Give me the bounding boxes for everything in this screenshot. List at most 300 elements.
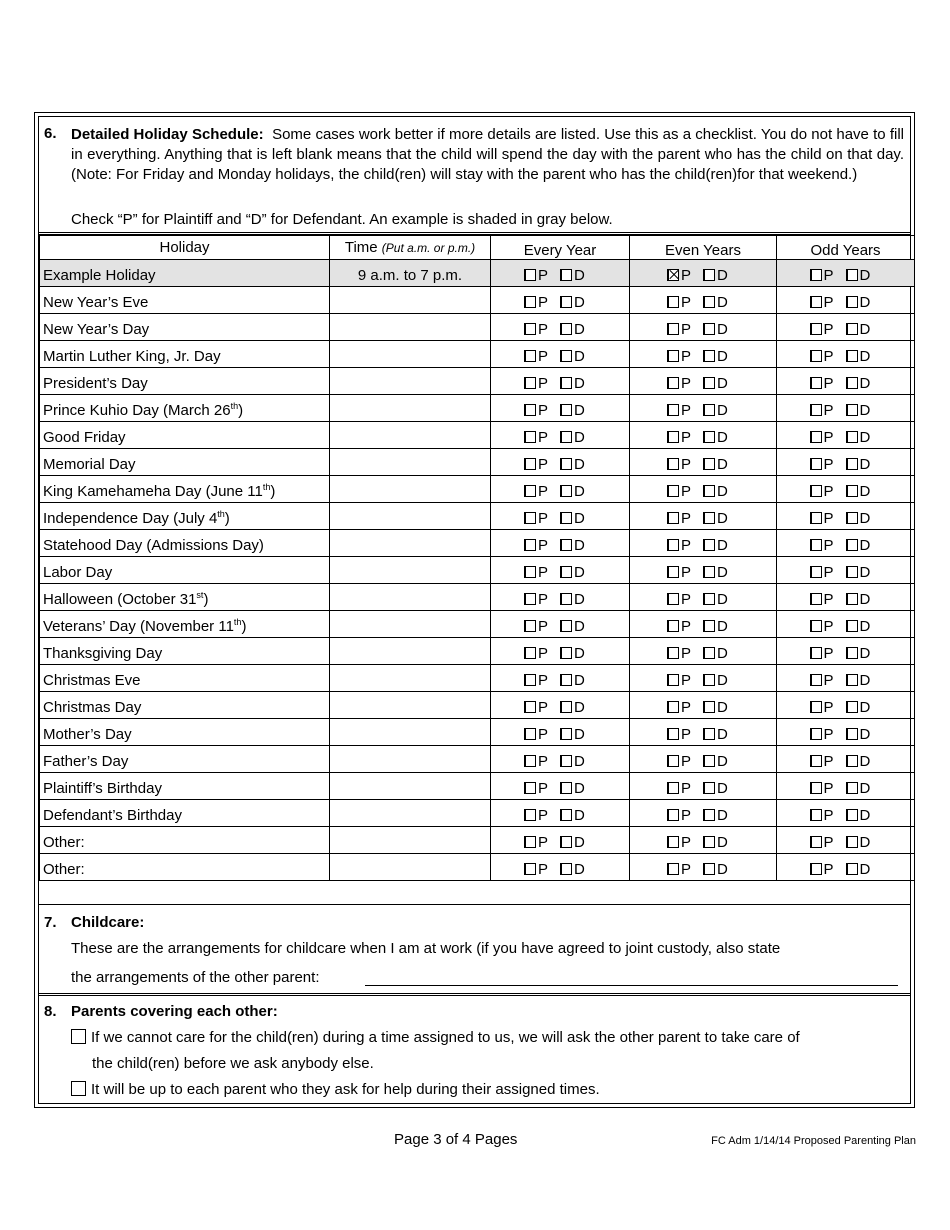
checkbox[interactable] bbox=[810, 539, 822, 551]
checkbox[interactable] bbox=[810, 296, 822, 308]
d-label: D bbox=[859, 482, 871, 500]
checkbox[interactable] bbox=[703, 539, 715, 551]
table-row bbox=[40, 665, 915, 692]
checkbox[interactable] bbox=[703, 836, 715, 848]
d-label: D bbox=[717, 482, 728, 500]
page-number: Page 3 of 4 Pages bbox=[394, 1131, 518, 1148]
checkbox[interactable] bbox=[524, 809, 536, 821]
header-every-year: Every Year bbox=[491, 236, 630, 260]
d-label: D bbox=[859, 374, 871, 392]
holiday-name-text: Labor Day bbox=[43, 564, 113, 581]
checkbox[interactable] bbox=[810, 350, 822, 362]
odd-years-cell bbox=[777, 503, 915, 530]
odd-years-cell bbox=[777, 395, 915, 422]
checkbox[interactable] bbox=[524, 539, 536, 551]
every-year-cell bbox=[491, 341, 630, 368]
holiday-time-field[interactable] bbox=[330, 827, 491, 854]
holiday-time-field[interactable] bbox=[330, 854, 491, 881]
p-label: P bbox=[538, 563, 549, 581]
odd-years-cell bbox=[777, 530, 915, 557]
checkbox[interactable] bbox=[846, 485, 858, 497]
checkbox[interactable] bbox=[846, 755, 858, 767]
d-label: D bbox=[574, 320, 585, 338]
d-label: D bbox=[574, 509, 585, 527]
holiday-name-text: Veterans’ Day (November 11 bbox=[43, 618, 234, 635]
checkbox[interactable] bbox=[846, 377, 858, 389]
checkbox[interactable] bbox=[524, 377, 536, 389]
section-6 bbox=[39, 117, 910, 235]
p-label: P bbox=[681, 860, 692, 878]
checkbox[interactable] bbox=[560, 350, 572, 362]
checkbox[interactable] bbox=[560, 674, 572, 686]
checkbox[interactable] bbox=[810, 593, 822, 605]
odd-years-cell bbox=[777, 611, 915, 638]
table-row bbox=[40, 395, 915, 422]
checkbox[interactable] bbox=[703, 485, 715, 497]
checked-checkbox[interactable] bbox=[667, 269, 679, 281]
checkbox[interactable] bbox=[667, 350, 679, 362]
checkbox[interactable] bbox=[667, 620, 679, 632]
checkbox[interactable] bbox=[560, 647, 572, 659]
checkbox[interactable] bbox=[560, 323, 572, 335]
checkbox[interactable] bbox=[560, 782, 572, 794]
holiday-name-text: Christmas Day bbox=[43, 699, 142, 716]
checkbox[interactable] bbox=[524, 593, 536, 605]
checkbox[interactable] bbox=[667, 431, 679, 443]
checkbox[interactable] bbox=[810, 323, 822, 335]
holiday-time-field[interactable] bbox=[330, 503, 491, 530]
p-label: P bbox=[823, 509, 834, 527]
holiday-name-sup: th bbox=[217, 509, 225, 519]
odd-years-cell bbox=[777, 557, 915, 584]
checkbox[interactable] bbox=[524, 296, 536, 308]
d-label: D bbox=[859, 617, 871, 635]
checkbox[interactable] bbox=[667, 836, 679, 848]
odd-years-cell bbox=[777, 476, 915, 503]
p-label: P bbox=[823, 563, 834, 581]
section-6-number: 6. bbox=[44, 125, 57, 142]
checkbox[interactable] bbox=[560, 566, 572, 578]
option-1-checkbox[interactable] bbox=[71, 1029, 86, 1044]
checkbox[interactable] bbox=[846, 593, 858, 605]
checkbox[interactable] bbox=[524, 728, 536, 740]
checkbox[interactable] bbox=[810, 701, 822, 713]
section-6-text bbox=[71, 125, 904, 185]
option-ask-other-parent bbox=[71, 1029, 800, 1046]
holiday-name-sup: th bbox=[230, 401, 239, 411]
d-label: D bbox=[717, 509, 728, 527]
p-label: P bbox=[681, 806, 692, 824]
holiday-time-field[interactable] bbox=[330, 341, 491, 368]
holiday-name-text: Other: bbox=[43, 834, 85, 851]
holiday-name bbox=[40, 800, 330, 827]
table-row bbox=[40, 422, 915, 449]
checkbox[interactable] bbox=[810, 269, 822, 281]
example-row bbox=[40, 260, 915, 287]
checkbox[interactable] bbox=[703, 620, 715, 632]
checkbox[interactable] bbox=[846, 809, 858, 821]
checkbox[interactable] bbox=[846, 539, 858, 551]
odd-years-cell bbox=[777, 854, 915, 881]
d-label: D bbox=[574, 617, 585, 635]
checkbox[interactable] bbox=[810, 755, 822, 767]
checkbox[interactable] bbox=[524, 323, 536, 335]
holiday-name bbox=[40, 341, 330, 368]
every-year-cell bbox=[491, 800, 630, 827]
checkbox[interactable] bbox=[524, 647, 536, 659]
table-row bbox=[40, 827, 915, 854]
checkbox[interactable] bbox=[524, 863, 536, 875]
example-holiday-name: Example Holiday bbox=[40, 260, 330, 287]
checkbox[interactable] bbox=[524, 485, 536, 497]
checkbox[interactable] bbox=[703, 566, 715, 578]
checkbox[interactable] bbox=[560, 404, 572, 416]
checkbox[interactable] bbox=[560, 620, 572, 632]
checkbox[interactable] bbox=[667, 323, 679, 335]
checkbox[interactable] bbox=[846, 458, 858, 470]
checkbox[interactable] bbox=[667, 512, 679, 524]
holiday-time-field[interactable] bbox=[330, 638, 491, 665]
even-years-cell bbox=[630, 287, 777, 314]
checkbox[interactable] bbox=[846, 620, 858, 632]
even-years-cell bbox=[630, 611, 777, 638]
holiday-name-text: Thanksgiving Day bbox=[43, 645, 163, 662]
checkbox[interactable] bbox=[560, 377, 572, 389]
checkbox[interactable] bbox=[703, 701, 715, 713]
checkbox[interactable] bbox=[703, 377, 715, 389]
holiday-name-text: King Kamehameha Day (June 11 bbox=[43, 483, 263, 500]
table-row bbox=[40, 503, 915, 530]
checkbox[interactable] bbox=[703, 323, 715, 335]
checkbox[interactable] bbox=[846, 512, 858, 524]
holiday-time-field[interactable] bbox=[330, 422, 491, 449]
d-label: D bbox=[717, 563, 728, 581]
p-label: P bbox=[681, 401, 692, 419]
checkbox[interactable] bbox=[667, 755, 679, 767]
checkbox[interactable] bbox=[524, 458, 536, 470]
checkbox[interactable] bbox=[667, 863, 679, 875]
holiday-time-field[interactable] bbox=[330, 719, 491, 746]
p-label: P bbox=[823, 374, 834, 392]
checkbox[interactable] bbox=[703, 431, 715, 443]
holiday-time-field[interactable] bbox=[330, 584, 491, 611]
p-label: P bbox=[538, 617, 549, 635]
d-label: D bbox=[574, 347, 585, 365]
checkbox[interactable] bbox=[524, 836, 536, 848]
holiday-time-field[interactable] bbox=[330, 746, 491, 773]
checkbox[interactable] bbox=[703, 809, 715, 821]
checkbox[interactable] bbox=[560, 269, 572, 281]
p-label: P bbox=[538, 671, 549, 689]
holiday-time-field[interactable] bbox=[330, 530, 491, 557]
checkbox[interactable] bbox=[846, 836, 858, 848]
checkbox[interactable] bbox=[810, 674, 822, 686]
option-1-text: If we cannot care for the child(ren) during a time assigned to us, we will ask the other parent to take care of bbox=[91, 1029, 800, 1046]
checkbox[interactable] bbox=[846, 566, 858, 578]
d-label: D bbox=[859, 266, 871, 284]
section-7-number: 7. bbox=[44, 914, 57, 931]
p-label: P bbox=[681, 590, 692, 608]
option-2-text: It will be up to each parent who they ask for help during their assigned times. bbox=[91, 1081, 600, 1098]
holiday-name bbox=[40, 854, 330, 881]
holiday-name-suffix: ) bbox=[241, 618, 247, 635]
checkbox[interactable] bbox=[667, 782, 679, 794]
checkbox[interactable] bbox=[524, 350, 536, 362]
holiday-name bbox=[40, 773, 330, 800]
d-label: D bbox=[574, 428, 585, 446]
checkbox[interactable] bbox=[703, 755, 715, 767]
holiday-time-field[interactable] bbox=[330, 557, 491, 584]
holiday-time-field[interactable] bbox=[330, 692, 491, 719]
holiday-time-field[interactable] bbox=[330, 800, 491, 827]
holiday-name-suffix: ) bbox=[224, 510, 230, 527]
d-label: D bbox=[859, 455, 871, 473]
holiday-name bbox=[40, 638, 330, 665]
holiday-name-text: Prince Kuhio Day (March 26 bbox=[43, 402, 231, 419]
checkbox[interactable] bbox=[810, 782, 822, 794]
checkbox[interactable] bbox=[810, 431, 822, 443]
even-years-cell bbox=[630, 854, 777, 881]
p-label: P bbox=[538, 536, 549, 554]
holiday-name bbox=[40, 746, 330, 773]
section-6-check-note: Check “P” for Plaintiff and “D” for Defendant. An example is shaded in gray below. bbox=[71, 211, 613, 228]
checkbox[interactable] bbox=[810, 620, 822, 632]
checkbox[interactable] bbox=[846, 323, 858, 335]
header-odd-years: Odd Years bbox=[777, 236, 915, 260]
checkbox[interactable] bbox=[810, 485, 822, 497]
p-label: P bbox=[823, 401, 834, 419]
d-label: D bbox=[859, 725, 871, 743]
holiday-name-text: Christmas Eve bbox=[43, 672, 141, 689]
odd-years-cell bbox=[777, 422, 915, 449]
odd-years-cell bbox=[777, 719, 915, 746]
checkbox[interactable] bbox=[667, 539, 679, 551]
checkbox[interactable] bbox=[524, 701, 536, 713]
p-label: P bbox=[538, 347, 549, 365]
header-time-note: (Put a.m. or p.m.) bbox=[381, 241, 476, 255]
holiday-time-field[interactable] bbox=[330, 395, 491, 422]
p-label: P bbox=[538, 860, 549, 878]
checkbox[interactable] bbox=[667, 404, 679, 416]
odd-years-cell bbox=[777, 800, 915, 827]
checkbox[interactable] bbox=[524, 755, 536, 767]
holiday-name-text: Mother’s Day bbox=[43, 726, 132, 743]
odd-years-cell bbox=[777, 368, 915, 395]
p-label: P bbox=[823, 266, 834, 284]
d-label: D bbox=[717, 266, 728, 284]
d-label: D bbox=[574, 482, 585, 500]
p-label: P bbox=[823, 644, 834, 662]
p-label: P bbox=[681, 671, 692, 689]
checkbox[interactable] bbox=[560, 593, 572, 605]
even-years-cell bbox=[630, 422, 777, 449]
checkbox[interactable] bbox=[524, 269, 536, 281]
p-label: P bbox=[823, 833, 834, 851]
holiday-name bbox=[40, 422, 330, 449]
even-years-cell bbox=[630, 557, 777, 584]
p-label: P bbox=[823, 428, 834, 446]
every-year-cell bbox=[491, 368, 630, 395]
checkbox[interactable] bbox=[560, 809, 572, 821]
checkbox[interactable] bbox=[667, 377, 679, 389]
holiday-name bbox=[40, 287, 330, 314]
holiday-time-field[interactable] bbox=[330, 611, 491, 638]
checkbox[interactable] bbox=[846, 782, 858, 794]
checkbox[interactable] bbox=[846, 404, 858, 416]
checkbox[interactable] bbox=[703, 593, 715, 605]
holiday-time-field[interactable] bbox=[330, 314, 491, 341]
checkbox[interactable] bbox=[846, 863, 858, 875]
checkbox[interactable] bbox=[810, 809, 822, 821]
checkbox[interactable] bbox=[560, 836, 572, 848]
every-year-cell bbox=[491, 773, 630, 800]
checkbox[interactable] bbox=[667, 809, 679, 821]
checkbox[interactable] bbox=[560, 458, 572, 470]
d-label: D bbox=[859, 752, 871, 770]
checkbox[interactable] bbox=[810, 512, 822, 524]
checkbox[interactable] bbox=[703, 647, 715, 659]
checkbox[interactable] bbox=[524, 431, 536, 443]
d-label: D bbox=[717, 860, 728, 878]
checkbox[interactable] bbox=[846, 674, 858, 686]
checkbox[interactable] bbox=[846, 728, 858, 740]
childcare-arrangements-input-line[interactable] bbox=[365, 985, 898, 986]
holiday-time-field[interactable] bbox=[330, 665, 491, 692]
checkbox[interactable] bbox=[560, 728, 572, 740]
every-year-cell bbox=[491, 854, 630, 881]
p-label: P bbox=[681, 644, 692, 662]
checkbox[interactable] bbox=[667, 485, 679, 497]
checkbox[interactable] bbox=[703, 458, 715, 470]
checkbox[interactable] bbox=[810, 728, 822, 740]
d-label: D bbox=[859, 509, 871, 527]
d-label: D bbox=[717, 590, 728, 608]
checkbox[interactable] bbox=[667, 458, 679, 470]
d-label: D bbox=[574, 590, 585, 608]
odd-years-cell bbox=[777, 449, 915, 476]
checkbox[interactable] bbox=[810, 647, 822, 659]
holiday-name-text: President’s Day bbox=[43, 375, 148, 392]
odd-years-cell bbox=[777, 746, 915, 773]
checkbox[interactable] bbox=[667, 647, 679, 659]
checkbox[interactable] bbox=[703, 350, 715, 362]
checkbox[interactable] bbox=[667, 674, 679, 686]
holiday-time-field[interactable] bbox=[330, 773, 491, 800]
d-label: D bbox=[574, 644, 585, 662]
odd-years-cell bbox=[777, 638, 915, 665]
checkbox[interactable] bbox=[846, 296, 858, 308]
checkbox[interactable] bbox=[810, 863, 822, 875]
checkbox[interactable] bbox=[560, 863, 572, 875]
checkbox[interactable] bbox=[846, 647, 858, 659]
checkbox[interactable] bbox=[667, 593, 679, 605]
holiday-name-suffix: ) bbox=[238, 402, 244, 419]
checkbox[interactable] bbox=[846, 431, 858, 443]
even-years-cell bbox=[630, 665, 777, 692]
holiday-time-field[interactable] bbox=[330, 449, 491, 476]
checkbox[interactable] bbox=[560, 539, 572, 551]
holiday-name bbox=[40, 395, 330, 422]
odd-years-cell bbox=[777, 314, 915, 341]
p-label: P bbox=[681, 752, 692, 770]
checkbox[interactable] bbox=[810, 458, 822, 470]
p-label: P bbox=[681, 293, 692, 311]
checkbox[interactable] bbox=[560, 512, 572, 524]
section-6-body: Some cases work better if more details are listed. Use this as a checklist. You do not have to fill in everything. Anything that is left blank means that the child will spend the day with the parent who has the child on that day. (Note: For Friday and Monday holidays, the child(ren) will stay with the parent who has the child(ren)for that weekend.) bbox=[71, 126, 904, 183]
checkbox[interactable] bbox=[524, 566, 536, 578]
checkbox[interactable] bbox=[667, 701, 679, 713]
d-label: D bbox=[717, 671, 728, 689]
holiday-name bbox=[40, 503, 330, 530]
even-years-cell bbox=[630, 827, 777, 854]
checkbox[interactable] bbox=[703, 782, 715, 794]
checkbox[interactable] bbox=[524, 512, 536, 524]
checkbox[interactable] bbox=[703, 296, 715, 308]
example-even-years bbox=[630, 260, 777, 287]
checkbox[interactable] bbox=[703, 674, 715, 686]
checkbox[interactable] bbox=[703, 728, 715, 740]
section-8-title: Parents covering each other: bbox=[71, 1003, 278, 1020]
checkbox[interactable] bbox=[703, 404, 715, 416]
d-label: D bbox=[859, 860, 871, 878]
checkbox[interactable] bbox=[560, 701, 572, 713]
checkbox[interactable] bbox=[524, 782, 536, 794]
every-year-cell bbox=[491, 584, 630, 611]
even-years-cell bbox=[630, 773, 777, 800]
checkbox[interactable] bbox=[810, 566, 822, 578]
checkbox[interactable] bbox=[667, 566, 679, 578]
d-label: D bbox=[574, 536, 585, 554]
checkbox[interactable] bbox=[524, 620, 536, 632]
checkbox[interactable] bbox=[560, 296, 572, 308]
checkbox[interactable] bbox=[846, 701, 858, 713]
d-label: D bbox=[574, 563, 585, 581]
checkbox[interactable] bbox=[703, 863, 715, 875]
every-year-cell bbox=[491, 503, 630, 530]
every-year-cell bbox=[491, 449, 630, 476]
checkbox[interactable] bbox=[667, 296, 679, 308]
option-2-checkbox[interactable] bbox=[71, 1081, 86, 1096]
checkbox[interactable] bbox=[703, 512, 715, 524]
checkbox[interactable] bbox=[846, 350, 858, 362]
d-label: D bbox=[717, 752, 728, 770]
p-label: P bbox=[681, 698, 692, 716]
holiday-time-field[interactable] bbox=[330, 476, 491, 503]
p-label: P bbox=[823, 725, 834, 743]
checkbox[interactable] bbox=[524, 404, 536, 416]
d-label: D bbox=[574, 833, 585, 851]
p-label: P bbox=[538, 725, 549, 743]
checkbox[interactable] bbox=[703, 269, 715, 281]
p-label: P bbox=[538, 482, 549, 500]
holiday-name-suffix: ) bbox=[270, 483, 276, 500]
checkbox[interactable] bbox=[810, 377, 822, 389]
checkbox[interactable] bbox=[560, 755, 572, 767]
holiday-name bbox=[40, 584, 330, 611]
section-7-line1: These are the arrangements for childcare when I am at work (if you have agreed to joint custody, also state bbox=[71, 940, 781, 957]
checkbox[interactable] bbox=[560, 485, 572, 497]
checkbox[interactable] bbox=[524, 674, 536, 686]
holiday-time-field[interactable] bbox=[330, 368, 491, 395]
checkbox[interactable] bbox=[560, 431, 572, 443]
holiday-name-text: Father’s Day bbox=[43, 753, 129, 770]
checkbox[interactable] bbox=[810, 404, 822, 416]
checkbox[interactable] bbox=[846, 269, 858, 281]
holiday-time-field[interactable] bbox=[330, 287, 491, 314]
checkbox[interactable] bbox=[667, 728, 679, 740]
p-label: P bbox=[823, 860, 834, 878]
checkbox[interactable] bbox=[810, 836, 822, 848]
